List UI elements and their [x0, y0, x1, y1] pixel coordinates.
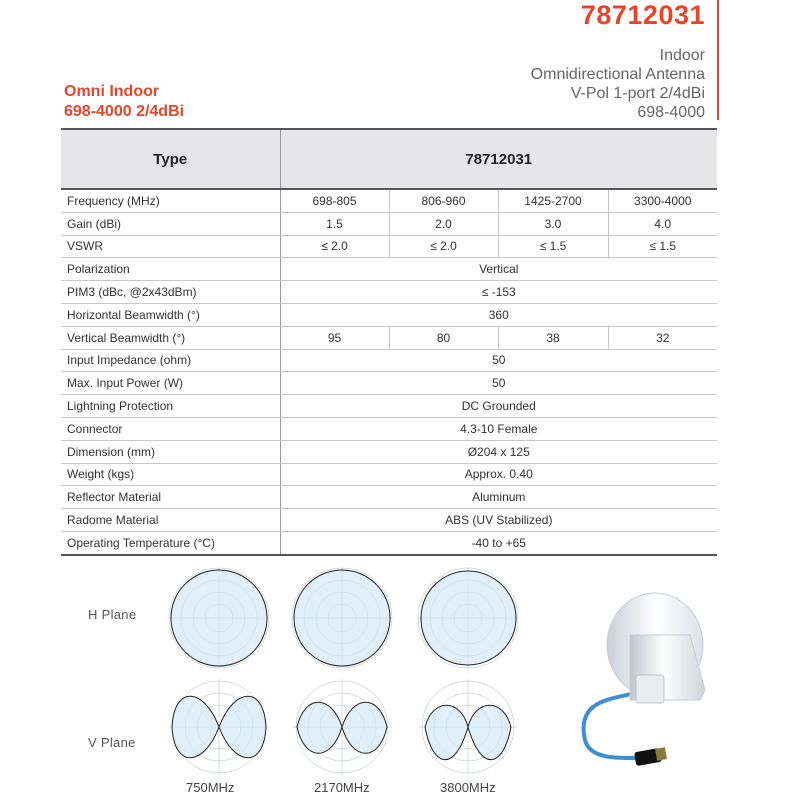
table-row	[61, 281, 717, 304]
table-row	[61, 212, 717, 235]
pattern-trace	[421, 571, 516, 665]
row-value: 4.3-10 Female	[280, 417, 717, 440]
type-header: Type	[61, 129, 280, 189]
row-label: Operating Temperature (°C)	[61, 531, 280, 554]
frequency-label-750: 750MHz	[186, 780, 235, 795]
row-label: Weight (kgs)	[61, 463, 280, 486]
product-title	[64, 82, 184, 122]
h-plane-pattern-2170	[287, 563, 397, 673]
row-value: 1.5	[280, 212, 389, 235]
table-row	[61, 486, 717, 509]
row-value: 360	[280, 303, 717, 326]
row-value: -40 to +65	[280, 531, 717, 554]
row-label: Connector	[61, 417, 280, 440]
accent-rule	[717, 0, 719, 120]
row-value: 32	[608, 326, 717, 349]
spec-table	[61, 128, 717, 556]
row-label: PIM3 (dBc, @2x43dBm)	[61, 281, 280, 304]
row-label: Horizontal Beamwidth (°)	[61, 303, 280, 326]
row-value: 38	[498, 326, 608, 349]
row-label: Gain (dBi)	[61, 212, 280, 235]
row-label: Radome Material	[61, 509, 280, 532]
row-label: Vertical Beamwidth (°)	[61, 326, 280, 349]
table-row	[61, 235, 717, 258]
antenna-base	[636, 675, 664, 703]
row-value: ≤ 2.0	[280, 235, 389, 258]
table-row	[61, 417, 717, 440]
v-plane-label: V Plane	[88, 735, 136, 750]
h-plane-label: H Plane	[88, 607, 137, 622]
row-value: 698-805	[280, 189, 389, 212]
row-label: VSWR	[61, 235, 280, 258]
row-value: 50	[280, 349, 717, 372]
part-number: 78712031	[580, 0, 705, 30]
row-value: DC Grounded	[280, 395, 717, 418]
row-value: 806-960	[389, 189, 498, 212]
table-row	[61, 463, 717, 486]
table-row	[61, 440, 717, 463]
row-label: Polarization	[61, 258, 280, 281]
table-row	[61, 326, 717, 349]
table-row	[61, 395, 717, 418]
row-label: Dimension (mm)	[61, 440, 280, 463]
row-value: ≤ 1.5	[498, 235, 608, 258]
row-value: 95	[280, 326, 389, 349]
description-line: Omnidirectional Antenna	[530, 66, 705, 83]
row-value: 2.0	[389, 212, 498, 235]
frequency-label-3800: 3800MHz	[440, 780, 496, 795]
v-plane-pattern-750	[164, 677, 274, 777]
row-label: Reflector Material	[61, 486, 280, 509]
row-value: ABS (UV Stabilized)	[280, 509, 717, 532]
description-line: 698-4000	[637, 104, 705, 121]
product-title-line2: 698-4000 2/4dBi	[64, 103, 185, 120]
v-plane-pattern-3800	[413, 677, 523, 777]
row-value: ≤ 2.0	[389, 235, 498, 258]
row-label: Max. Input Power (W)	[61, 372, 280, 395]
row-value: Aluminum	[280, 486, 717, 509]
row-label: Input Impedance (ohm)	[61, 349, 280, 372]
v-plane-pattern-2170	[287, 677, 397, 777]
row-value: ≤ -153	[280, 281, 717, 304]
row-value: 4.0	[608, 212, 717, 235]
row-value: ≤ 1.5	[608, 235, 717, 258]
product-title-line1: Omni Indoor	[64, 83, 160, 100]
h-plane-pattern-750	[164, 563, 274, 673]
row-value: Ø204 x 125	[280, 440, 717, 463]
product-description	[531, 46, 705, 122]
table-row	[61, 258, 717, 281]
antenna-product-image	[560, 590, 740, 780]
table-row	[61, 509, 717, 532]
description-line: Indoor	[659, 47, 705, 64]
row-value: 3300-4000	[608, 189, 717, 212]
table-row	[61, 303, 717, 326]
row-label: Lightning Protection	[61, 395, 280, 418]
row-value: 80	[389, 326, 498, 349]
table-row	[61, 349, 717, 372]
row-value: 3.0	[498, 212, 608, 235]
h-plane-pattern-3800	[413, 563, 523, 673]
spec-header-row	[61, 129, 717, 189]
model-header: 78712031	[280, 129, 717, 189]
frequency-label-2170: 2170MHz	[314, 780, 370, 795]
row-value: Vertical	[280, 258, 717, 281]
table-row	[61, 531, 717, 554]
row-label: Frequency (MHz)	[61, 189, 280, 212]
row-value: 50	[280, 372, 717, 395]
pattern-trace	[171, 570, 267, 666]
connector-nut	[655, 747, 667, 761]
pattern-trace	[294, 570, 390, 666]
description-line: V-Pol 1-port 2/4dBi	[570, 85, 705, 102]
table-row	[61, 372, 717, 395]
row-value: Approx. 0.40	[280, 463, 717, 486]
row-value: 1425-2700	[498, 189, 608, 212]
table-row	[61, 189, 717, 212]
